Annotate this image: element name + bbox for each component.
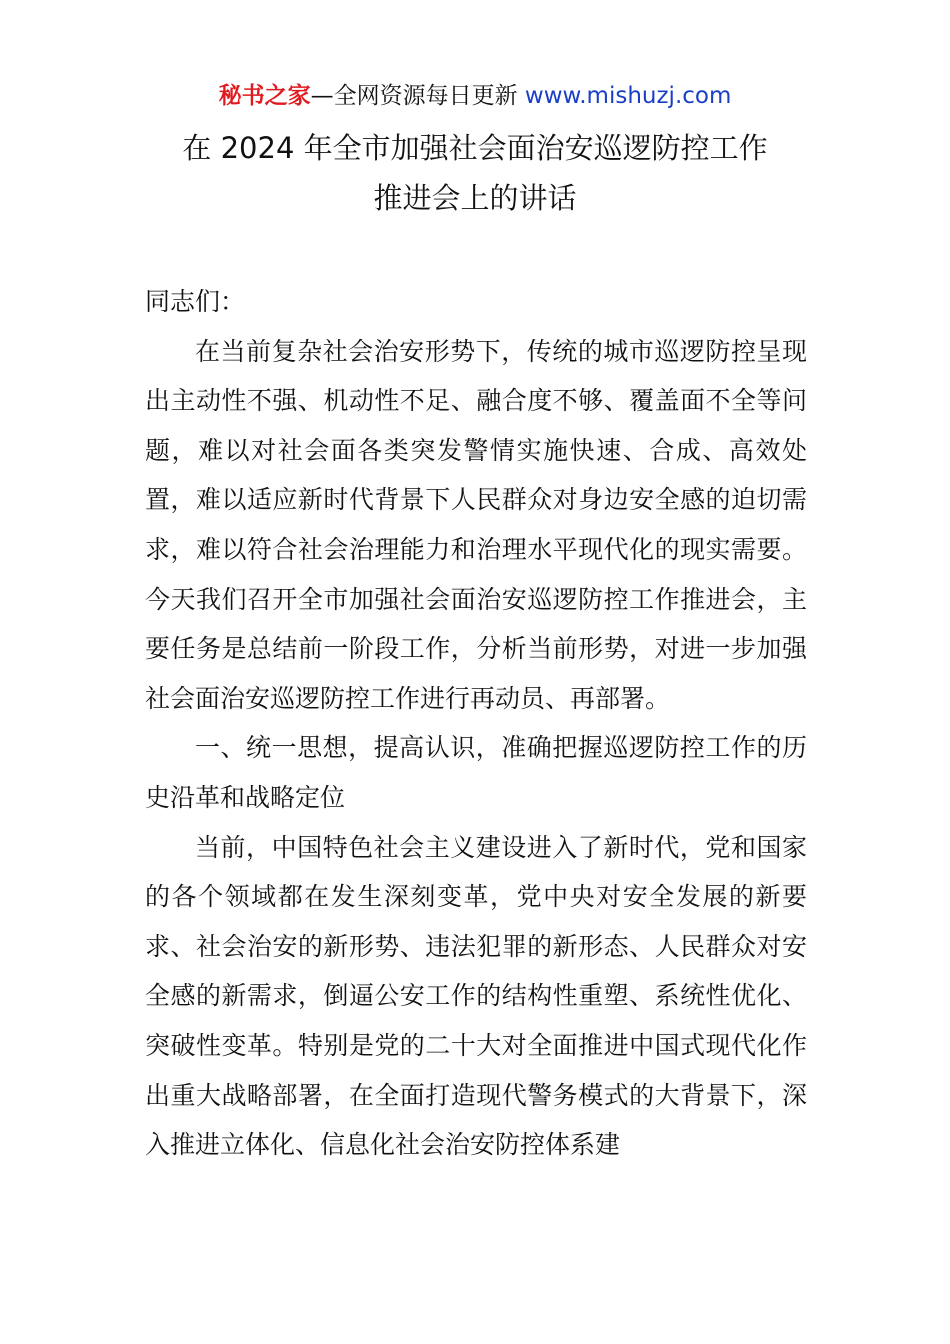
- body-paragraph: 在当前复杂社会治安形势下，传统的城市巡逻防控呈现出主动性不强、机动性不足、融合度不够、覆盖面不全等问题，难以对社会面各类突发警情实施快速、合成、高效处置，难以适应新时代背景下人民群众对身边安全感的迫切需求，难以符合社会治理能力和治理水平现代化的现实需要。今天我们召开全市加强社会面治安巡逻防控工作推进会，主要任务是总结前一阶段工作，分析当前形势，对进一步加强社会面治安巡逻防控工作进行再动员、再部署。: [145, 336, 807, 713]
- document-title-line-2: 推进会上的讲话: [373, 181, 577, 215]
- site-url-link[interactable]: www.mishuzj.com: [524, 83, 732, 109]
- brand-name: 秘书之家: [218, 83, 311, 109]
- salutation: 同志们：: [145, 287, 246, 316]
- document-body: [145, 277, 807, 1170]
- section-heading: 一、统一思想，提高认识，准确把握巡逻防控工作的历史沿革和战略定位: [145, 733, 807, 812]
- document-title-line-1: 在 2024 年全市加强社会面治安巡逻防控工作: [182, 131, 768, 165]
- site-header: [0, 80, 950, 112]
- site-tagline: —全网资源每日更新: [310, 83, 525, 109]
- body-paragraph: 当前，中国特色社会主义建设进入了新时代，党和国家的各个领域都在发生深刻变革，党中央对安全发展的新要求、社会治安的新形势、违法犯罪的新形态、人民群众对安全感的新需求，倒逼公安工作的结构性重塑、系统性优化、突破性变革。特别是党的二十大对全面推进中国式现代化作出重大战略部署，在全面打造现代警务模式的大背景下，深入推进立体化、信息化社会治安防控体系建: [145, 832, 807, 1160]
